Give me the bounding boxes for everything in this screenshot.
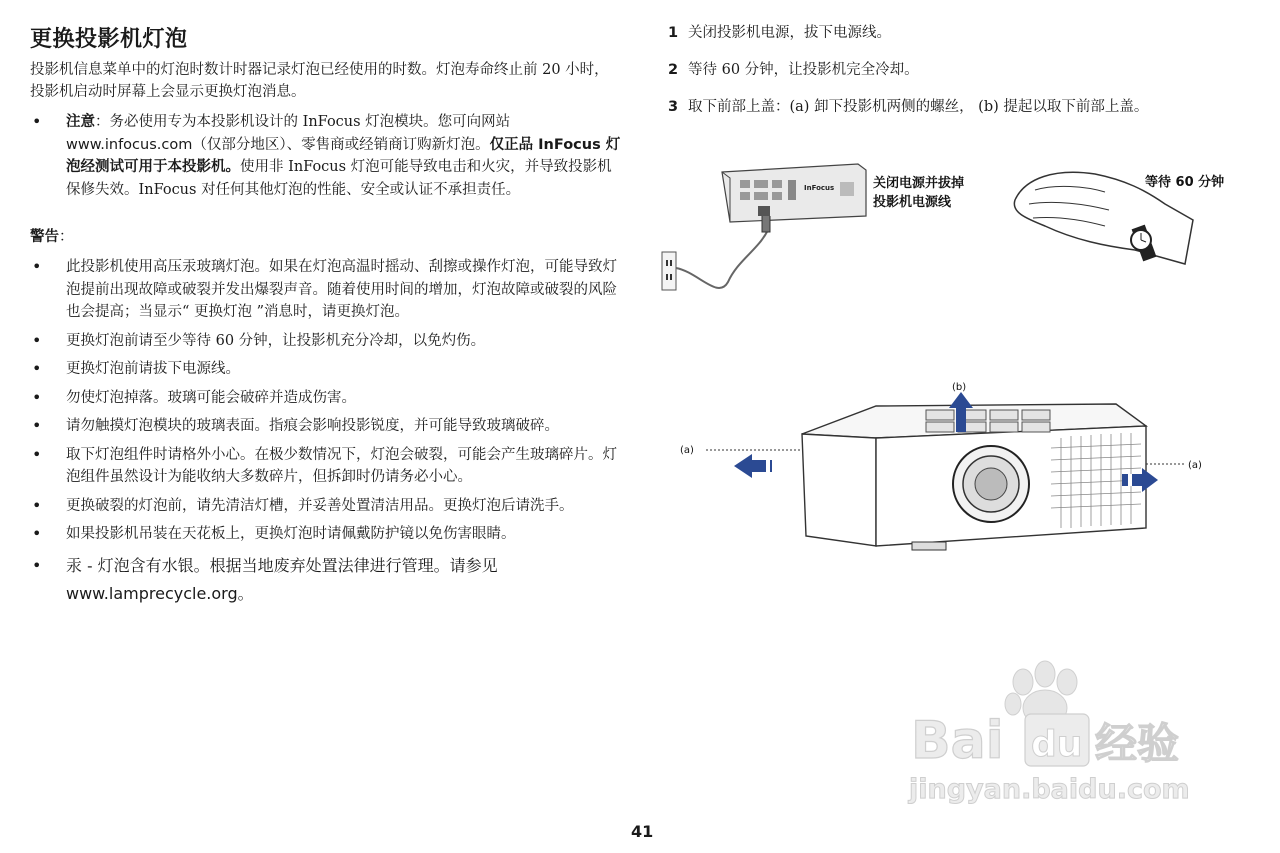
warning-item: • 取下灯泡组件时请格外小心。在极少数情况下，灯泡会破裂，可能会产生玻璃碎片。灯泡组件虽然设计为能收纳大多数碎片，但拆卸时仍请务必小心。 bbox=[30, 444, 621, 489]
mercury-text: 汞 - 灯泡含有水银。根据当地废弃处置法律进行管理。请参见 bbox=[66, 555, 498, 575]
label-a-left: (a) bbox=[680, 445, 694, 456]
note-bold-text: 仅正品 InFocus 灯泡经测试可用于本投影机。 bbox=[66, 136, 621, 175]
unplug-illustration bbox=[658, 160, 988, 300]
step-number: 2 bbox=[668, 62, 679, 78]
watermark-url: jingyan.baidu.com bbox=[909, 774, 1190, 805]
note-text-2: （仅部分地区）、零售商或经销商订购新灯泡。 bbox=[192, 136, 490, 153]
cover-removal-illustration bbox=[676, 378, 1216, 568]
brand-label: InFocus bbox=[804, 184, 835, 192]
watermark-du: du bbox=[1031, 724, 1083, 765]
step-number: 3 bbox=[668, 99, 679, 115]
label-a-right: (a) bbox=[1188, 460, 1202, 471]
right-column bbox=[668, 22, 1268, 133]
page-title: 更换投影机灯泡 bbox=[30, 27, 188, 52]
step-number: 1 bbox=[668, 25, 679, 41]
warning-heading: 警告： bbox=[30, 229, 74, 245]
warning-list bbox=[30, 256, 630, 608]
mercury-end: 。 bbox=[237, 583, 254, 603]
warning-item: • 如果投影机吊装在天花板上，更换灯泡时请佩戴防护镜以免伤害眼睛。 bbox=[30, 523, 621, 546]
wait-label: 等待 60 分钟 bbox=[1145, 175, 1225, 190]
wait-illustration bbox=[995, 160, 1235, 270]
step-3 bbox=[668, 96, 1268, 118]
projector-back-icon bbox=[722, 164, 866, 222]
step-text: 取下前部上盖：(a) 卸下投影机两侧的螺丝， (b) 提起以取下前部上盖。 bbox=[688, 99, 1149, 115]
page-number: 41 bbox=[631, 822, 654, 841]
note-label: 注意 bbox=[66, 114, 95, 130]
arrow-left-icon bbox=[734, 454, 772, 478]
lamprecycle-url: www.lamprecycle.org bbox=[66, 583, 238, 603]
note-text-3: 使用非 InFocus 灯泡可能导致电击和火灾，并导致投影机保修失效。InFocus 对任何其他灯泡的性能、安全或认证不承担责任。 bbox=[66, 159, 612, 198]
step-2 bbox=[668, 59, 1268, 81]
mercury-item bbox=[30, 552, 621, 608]
watermark-bai: Bai bbox=[911, 711, 1004, 771]
infocus-url: www.infocus.com bbox=[66, 136, 193, 153]
unplug-label-1: 关闭电源并拔掉 bbox=[873, 176, 965, 191]
left-column bbox=[30, 22, 630, 614]
label-b: (b) bbox=[952, 382, 967, 393]
note-item bbox=[30, 111, 621, 201]
step-text: 等待 60 分钟，让投影机完全冷却。 bbox=[688, 62, 919, 78]
baidu-jingyan-watermark bbox=[905, 660, 1205, 810]
step-text: 关闭投影机电源，拔下电源线。 bbox=[688, 25, 891, 41]
step-1 bbox=[668, 22, 1268, 44]
warning-item: • 勿使灯泡掉落。玻璃可能会破碎并造成伤害。 bbox=[30, 387, 621, 410]
projector-front-icon bbox=[802, 404, 1146, 550]
unplug-label-2: 投影机电源线 bbox=[873, 195, 952, 210]
warning-item: • 此投影机使用高压汞玻璃灯泡。如果在灯泡高温时摇动、刮擦或操作灯泡，可能导致灯泡提前出现故障或破裂并发出爆裂声音。随着使用时间的增加，灯泡故障或破裂的风险也会提高；当显示“ 更换灯泡 ”消息时，请更换灯泡。 bbox=[30, 256, 621, 324]
wall-outlet-icon bbox=[662, 252, 676, 290]
note-text-1: ：务必使用专为本投影机设计的 InFocus 灯泡模块。您可向网站 bbox=[95, 114, 511, 130]
warning-item: • 更换破裂的灯泡前，请先清洁灯槽，并妥善处置清洁用品。更换灯泡后请洗手。 bbox=[30, 495, 621, 518]
warning-item: • 更换灯泡前请至少等待 60 分钟，让投影机充分冷却，以免灼伤。 bbox=[30, 330, 621, 353]
warning-item: • 请勿触摸灯泡模块的玻璃表面。指痕会影响投影锐度，并可能导致玻璃破碎。 bbox=[30, 415, 621, 438]
intro-paragraph: 投影机信息菜单中的灯泡时数计时器记录灯泡已经使用的时数。灯泡寿命终止前 20 小时，投影机启动时屏幕上会显示更换灯泡消息。 bbox=[30, 62, 609, 100]
warning-item: • 更换灯泡前请拔下电源线。 bbox=[30, 358, 621, 381]
note-list bbox=[30, 111, 630, 201]
watermark-jingyan-cn: 经验 bbox=[1095, 719, 1180, 768]
